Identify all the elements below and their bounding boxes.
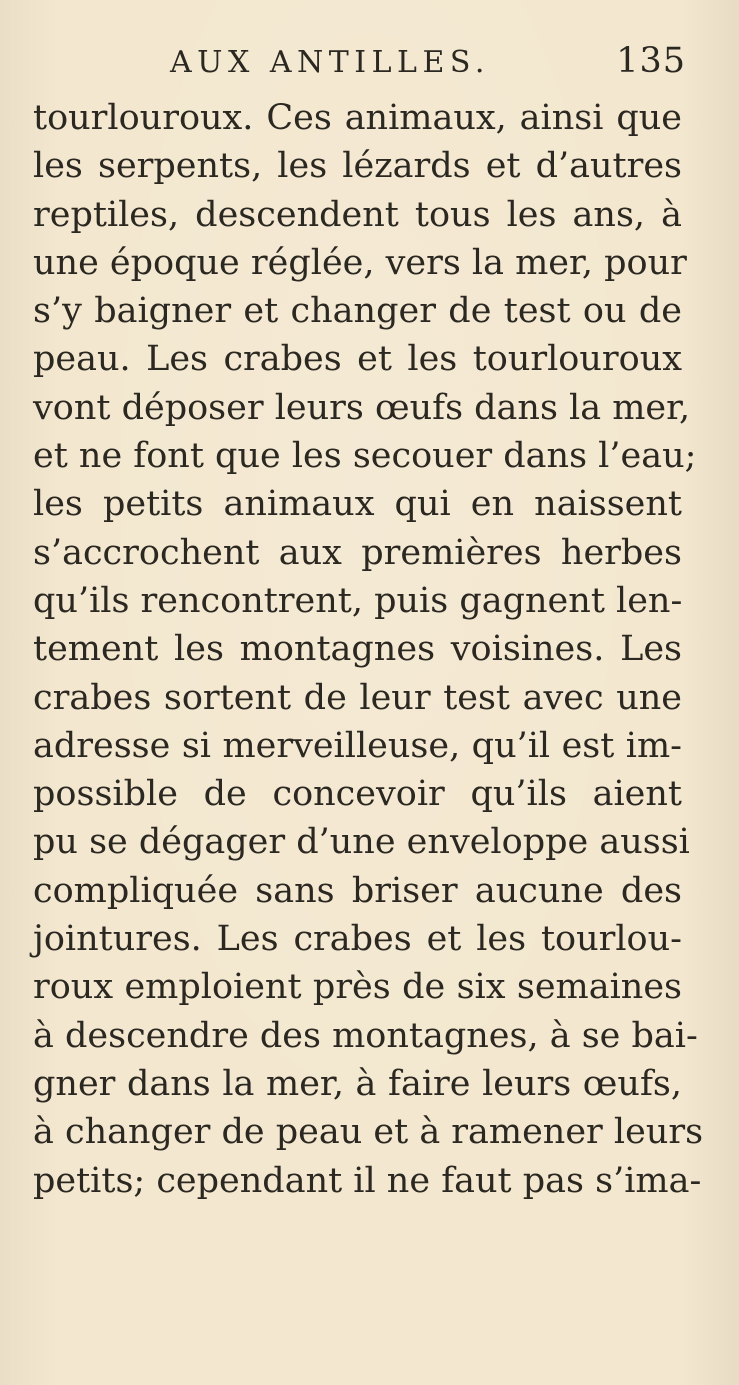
- text-line: tement les montagnes voisines. Les: [33, 629, 682, 670]
- text-line: roux emploient près de six semaines: [33, 967, 682, 1008]
- text-line: adresse si merveilleuse, qu’il est im-: [33, 725, 682, 766]
- text-line: petits; cependant il ne faut pas s’ima-: [33, 1160, 702, 1201]
- text-line: s’accrochent aux premières herbes: [33, 532, 682, 573]
- text-line: jointures. Les crabes et les tourlou-: [33, 919, 682, 960]
- text-line: une époque réglée, vers la mer, pour: [33, 242, 687, 283]
- text-line: gner dans la mer, à faire leurs œufs,: [33, 1063, 682, 1104]
- text-line: possible de concevoir qu’ils aient: [33, 774, 682, 815]
- text-line: pu se dégager d’une enveloppe aussi: [33, 822, 690, 863]
- text-line: qu’ils rencontrent, puis gagnent len-: [33, 580, 683, 621]
- text-line: s’y baigner et changer de test ou de: [33, 291, 682, 332]
- text-line: vont déposer leurs œufs dans la mer,: [33, 387, 691, 428]
- text-line: à changer de peau et à ramener leurs: [33, 1112, 704, 1153]
- text-line: compliquée sans briser aucune des: [33, 870, 682, 911]
- text-line: crabes sortent de leur test avec une: [33, 677, 682, 718]
- text-line: peau. Les crabes et les tourlouroux: [33, 339, 682, 380]
- text-line: et ne font que les secouer dans l’eau;: [33, 436, 697, 477]
- text-line: les serpents, les lézards et d’autres: [33, 146, 682, 187]
- running-head: [30, 41, 686, 86]
- body-text: [33, 94, 704, 1205]
- page-number: 135: [616, 41, 686, 81]
- running-title: AUX ANTILLES.: [170, 45, 490, 80]
- text-line: à descendre des montagnes, à se bai-: [33, 1015, 698, 1056]
- text-line: les petits animaux qui en naissent: [33, 484, 682, 525]
- text-line: reptiles, descendent tous les ans, à: [33, 194, 682, 235]
- text-line: tourlouroux. Ces animaux, ainsi que: [33, 98, 682, 138]
